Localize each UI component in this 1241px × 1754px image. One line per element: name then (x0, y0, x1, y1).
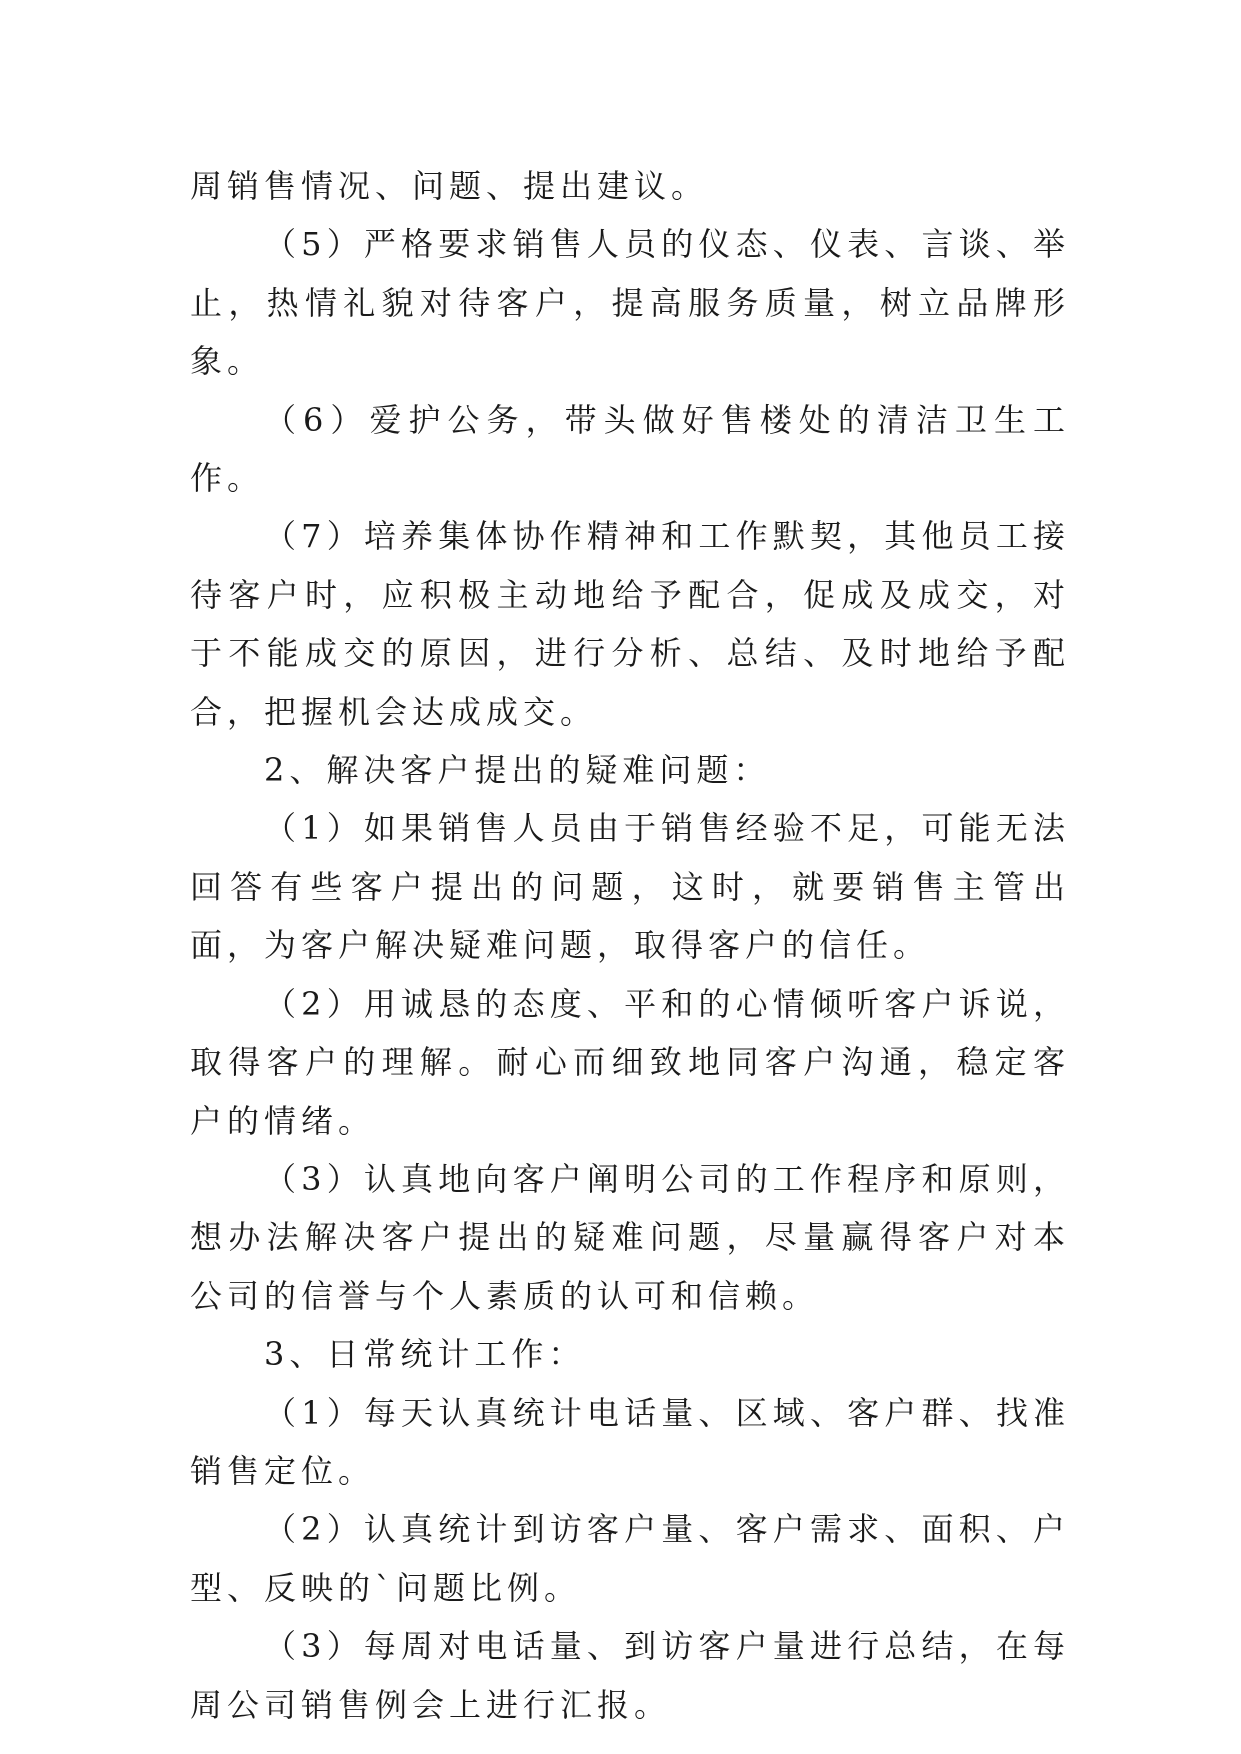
paragraph-item-7-teamwork: （7）培养集体协作精神和工作默契，其他员工接待客户时，应积极主动地给予配合，促成及成交，对于不能成交的原因，进行分析、总结、及时地给予配合，把握机会达成成交。 (190, 517, 1070, 731)
paragraph-section-3-item-3: （3）每周对电话量、到访客户量进行总结，在每周公司销售例会上进行汇报。 (190, 1627, 1070, 1724)
paragraph-section-3-item-2: （2）认真统计到访客户量、客户需求、面积、户型、反映的`问题比例。 (190, 1510, 1070, 1607)
section-heading-2-customer-problems: 2、解决客户提出的疑难问题： (264, 751, 771, 790)
section-heading-3-daily-statistics: 3、日常统计工作： (264, 1335, 586, 1374)
paragraph-weekly-sales-summary: 周销售情况、问题、提出建议。 (190, 167, 709, 205)
paragraph-section-3-item-1: （1）每天认真统计电话量、区域、客户群、找准销售定位。 (190, 1393, 1070, 1490)
paragraph-item-6-cleaning: （6）爱护公务，带头做好售楼处的清洁卫生工作。 (190, 400, 1070, 498)
paragraph-section-2-item-3: （3）认真地向客户阐明公司的工作程序和原则，想办法解决客户提出的疑难问题，尽量赢得客户对本公司的信誉与个人素质的认可和信赖。 (190, 1159, 1070, 1315)
paragraph-section-2-item-1: （1）如果销售人员由于销售经验不足，可能无法回答有些客户提出的问题，这时，就要销售主管出面，为客户解决疑难问题，取得客户的信任。 (190, 809, 1070, 965)
document-body (190, 157, 1070, 1734)
paragraph-section-2-item-2: （2）用诚恳的态度、平和的心情倾听客户诉说，取得客户的理解。耐心而细致地同客户沟通，稳定客户的情绪。 (190, 984, 1070, 1140)
paragraph-item-5-etiquette: （5）严格要求销售人员的仪态、仪表、言谈、举止，热情礼貌对待客户，提高服务质量，树立品牌形象。 (190, 225, 1070, 381)
